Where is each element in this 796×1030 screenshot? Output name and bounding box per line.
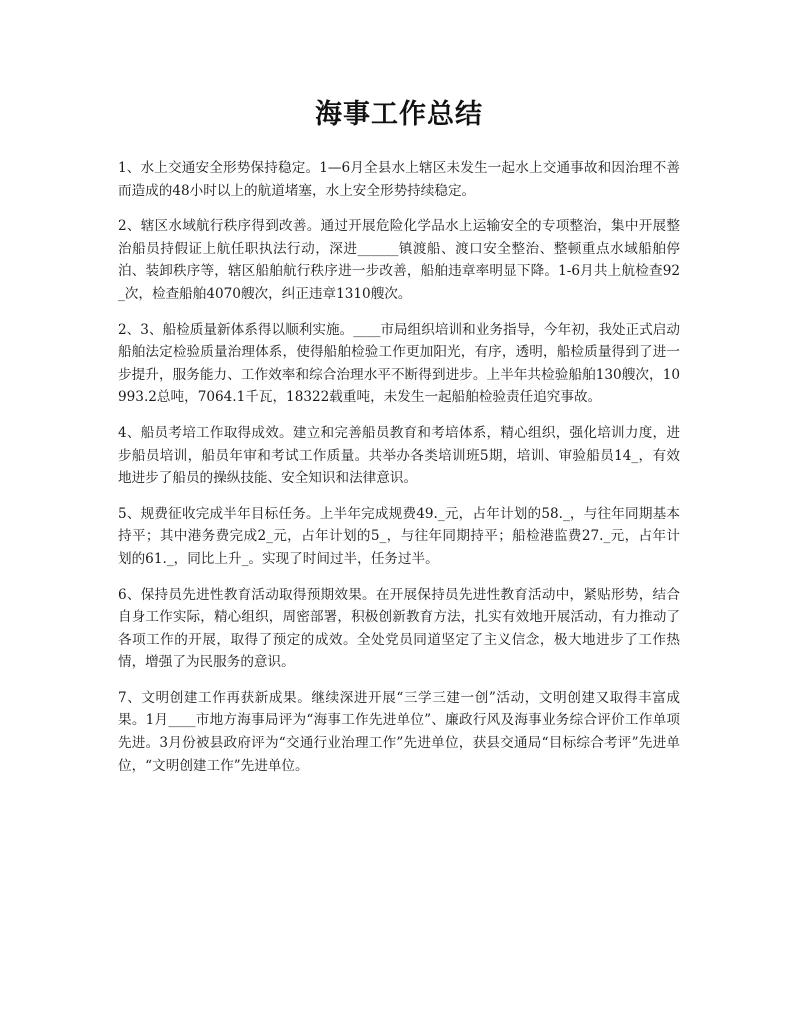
paragraph-6: 6、保持员先进性教育活动取得预期效果。在开展保持员先进性教育活动中，紧贴形势，结合自身工作实际，精心组织，周密部署，积极创新教育方法，扎实有效地开展活动，有力推动了各项工作的开展，取得了预定的成效。全处党员同道坚定了主义信念，极大地进步了工作热情，增强了为民服务的意识。	[118, 586, 680, 671]
document-title: 海事工作总结	[315, 99, 483, 130]
paragraph-7: 7、文明创建工作再获新成果。继续深进开展“三学三建一创”活动，文明创建又取得丰富成果。1月____市地方海事局评为“海事工作先进单位”、廉政行风及海事业务综合评价工作单项先进。3月份被县政府评为“交通行业治理工作”先进单位，获县交通局“目标综合考评”先进单位，“文明创建工作”先进单位。	[118, 689, 680, 774]
document-page	[118, 92, 680, 790]
paragraph-3: 2、3、船检质量新体系得以顺利实施。____市局组织培训和业务指导，今年初，我处正式启动船舶法定检验质量治理体系，使得船舶检验工作更加阳光，有序，透明，船检质量得到了进一步提升，服务能力、工作效率和综合治理水平不断得到进步。上半年共检验船舶130艘次，10993.2总吨，7064.1千瓦，18322载重吨，未发生一起船舶检验责任追究事故。	[118, 321, 680, 406]
paragraph-4: 4、船员考培工作取得成效。建立和完善船员教育和考培体系，精心组织，强化培训力度，进步船员培训，船员年审和考试工作质量。共举办各类培训班5期，培训、审验船员14_，有效地进步了船员的操纵技能、安全知识和法律意识。	[118, 424, 680, 487]
paragraph-2: 2、辖区水域航行秩序得到改善。通过开展危险化学品水上运输安全的专项整治，集中开展整治船员持假证上航任职执法行动，深进______镇渡船、渡口安全整治、整顿重点水域船舶停泊、装卸秩序等，辖区船舶航行秩序进一步改善，船舶违章率明显下降。1-6月共上航检查92_次，检查船舶4070艘次，纠正违章1310艘次。	[118, 218, 680, 302]
paragraph-5: 5、规费征收完成半年目标任务。上半年完成规费49._元，占年计划的58._，与往年同期基本持平；其中港务费完成2_元，占年计划的5_，与往年同期持平；船检港监费27._元，占年计划的61._，同比上升_。实现了时间过半，任务过半。	[118, 505, 680, 567]
paragraph-1: 1、水上交通安全形势保持稳定。1—6月全县水上辖区未发生一起水上交通事故和因治理不善而造成的48小时以上的航道堵塞，水上安全形势持续稳定。	[118, 160, 680, 199]
